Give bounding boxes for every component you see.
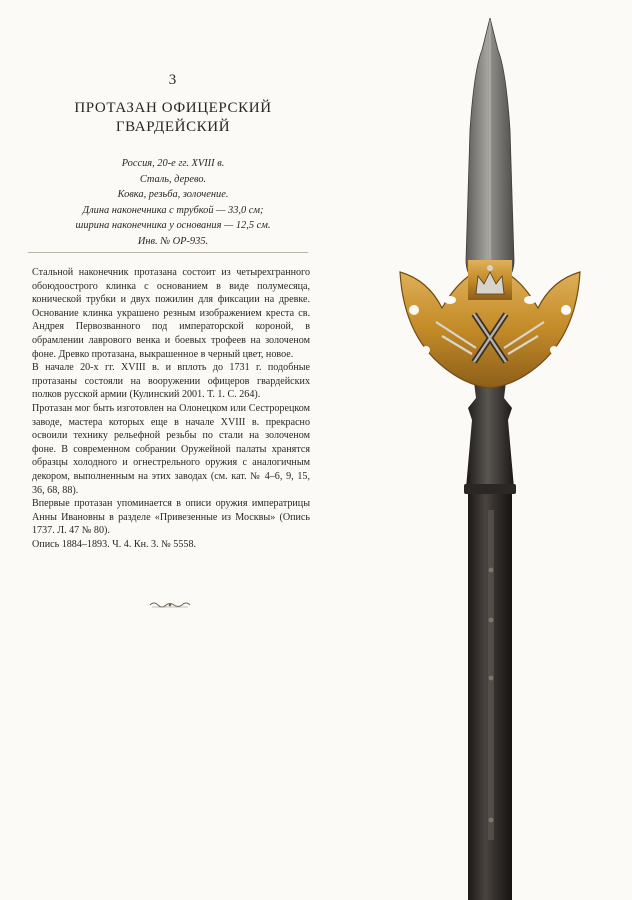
shaft-strap: [488, 510, 494, 840]
description-paragraph: Стальной наконечник протазана состоит из четырехгранного обоюдоострого клинка с основанием в виде полумесяца, конической трубки и двух пожилин для фиксации на древке. Основание клинка украшено резным изображением креста св. Андрея Первозванного под императорской короной, в обрамлении лаврового венка и боевых трофеев на золоченом фоне. Древко протазана, выкрашенное в черный цвет, новое.: [32, 267, 310, 360]
description-paragraph: Протазан мог быть изготовлен на Олонецком или Сестрорецком заводе, мастера которых еще в начале XVIII в. прекрасно освоили технику рельефной резьбы по стали на золоченом фоне. В современном собрании Оружейной палаты хранятся образцы холодного и огнестрельного оружия с аналогичным декором, выполненным на этих заводах (см. кат. № 4–6, 9, 15, 36, 68, 88).: [32, 402, 310, 496]
item-title-line-2: ГВАРДЕЙСКИЙ: [115, 119, 231, 135]
conical-socket: [466, 382, 514, 488]
meta-length: Длина наконечника с трубкой — 33,0 см;: [82, 204, 264, 216]
meta-origin: Россия, 20-е гг. XVIII в.: [121, 158, 225, 169]
item-metadata: [28, 156, 318, 250]
divider-line: [28, 252, 308, 253]
item-title: [28, 99, 318, 137]
item-title-line-1: ПРОТАЗАН ОФИЦЕРСКИЙ: [74, 100, 272, 116]
meta-technique: Ковка, резьба, золочение.: [117, 189, 229, 201]
description-text: [32, 266, 310, 551]
socket-collar: [464, 484, 516, 494]
meta-material: Сталь, дерево.: [139, 173, 207, 185]
partisan-photo: [380, 10, 600, 900]
description-paragraph: В начале 20-х гг. XVIII в. и вплоть до 1731 г. подобные протазаны состояли на вооружении офицеров гвардейских полков русской армии (Кулинский 2001. Т. 1. С. 264).: [32, 362, 310, 401]
description-paragraph: Впервые протазан упоминается в описи оружия императрицы Анны Ивановны в разделе «Привезенные из Москвы» (Опись 1737. Л. 47 № 80).: [32, 498, 310, 537]
ornament-divider-icon: [148, 600, 192, 610]
catalog-number: 3: [168, 72, 178, 88]
meta-inventory: Инв. № ОР-935.: [137, 235, 209, 247]
description-paragraph: Опись 1884–1893. Ч. 4. Кн. 3. № 5558.: [32, 538, 197, 550]
meta-width: ширина наконечника у основания — 12,5 см.: [75, 220, 271, 232]
